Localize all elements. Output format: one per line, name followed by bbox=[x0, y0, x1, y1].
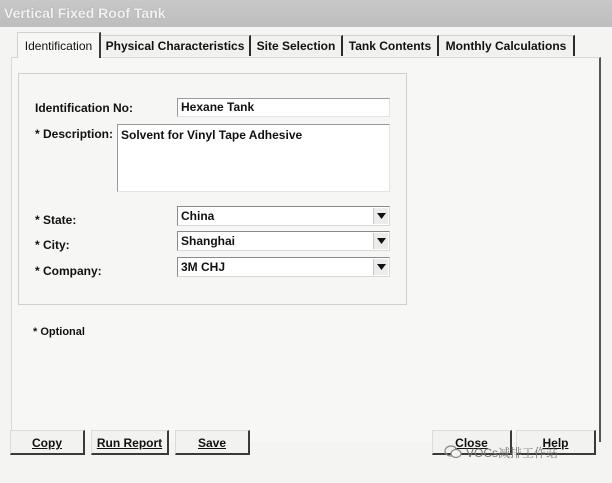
company-value: 3M CHJ bbox=[181, 260, 226, 274]
save-button[interactable] bbox=[175, 430, 250, 455]
close-button-label: Close bbox=[455, 436, 488, 450]
tab-monthly-calculations-label: Monthly Calculations bbox=[445, 39, 567, 53]
description-value: Solvent for Vinyl Tape Adhesive bbox=[121, 128, 303, 142]
optional-note: * Optional bbox=[33, 326, 85, 338]
identification-group-box bbox=[18, 73, 407, 305]
tab-identification-label: Identification bbox=[24, 39, 93, 53]
chevron-down-icon[interactable] bbox=[373, 208, 388, 224]
tab-monthly-calculations[interactable] bbox=[439, 35, 575, 56]
state-value: China bbox=[181, 209, 215, 223]
window-title: Vertical Fixed Roof Tank bbox=[4, 5, 166, 21]
main-window bbox=[0, 27, 612, 483]
company-label: * Company: bbox=[35, 264, 102, 278]
run-report-button-label: Run Report bbox=[96, 436, 163, 450]
description-label: * Description: bbox=[35, 127, 114, 141]
identification-panel bbox=[11, 57, 601, 442]
wechat-logo-icon bbox=[444, 445, 462, 459]
tab-physical-characteristics[interactable] bbox=[101, 35, 251, 56]
state-select[interactable] bbox=[177, 206, 390, 226]
company-select[interactable] bbox=[177, 257, 390, 277]
window-title-bar bbox=[0, 0, 612, 27]
watermark-text: VOCs减排工作站 bbox=[466, 445, 559, 460]
identification-no-label: Identification No: bbox=[35, 101, 133, 115]
tab-site-selection-label: Site Selection bbox=[256, 39, 336, 53]
copy-button[interactable] bbox=[10, 430, 85, 455]
tab-physical-characteristics-label: Physical Characteristics bbox=[105, 39, 245, 53]
city-label: * City: bbox=[35, 238, 70, 252]
city-value: Shanghai bbox=[181, 234, 236, 248]
tab-tank-contents[interactable] bbox=[343, 35, 439, 56]
chevron-down-icon[interactable] bbox=[373, 259, 388, 275]
description-textarea[interactable] bbox=[117, 124, 390, 192]
run-report-button[interactable] bbox=[91, 430, 169, 455]
watermark bbox=[444, 443, 604, 461]
help-button-label: Help bbox=[542, 436, 569, 450]
save-button-label: Save bbox=[197, 436, 227, 450]
identification-no-value: Hexane Tank bbox=[181, 100, 255, 114]
tab-identification[interactable] bbox=[17, 32, 101, 58]
tab-site-selection[interactable] bbox=[251, 35, 343, 56]
state-label: * State: bbox=[35, 213, 77, 227]
identification-no-input[interactable] bbox=[177, 98, 390, 117]
chevron-down-icon[interactable] bbox=[373, 233, 388, 249]
copy-button-label: Copy bbox=[32, 436, 62, 450]
city-select[interactable] bbox=[177, 231, 390, 251]
tab-tank-contents-label: Tank Contents bbox=[348, 39, 432, 53]
